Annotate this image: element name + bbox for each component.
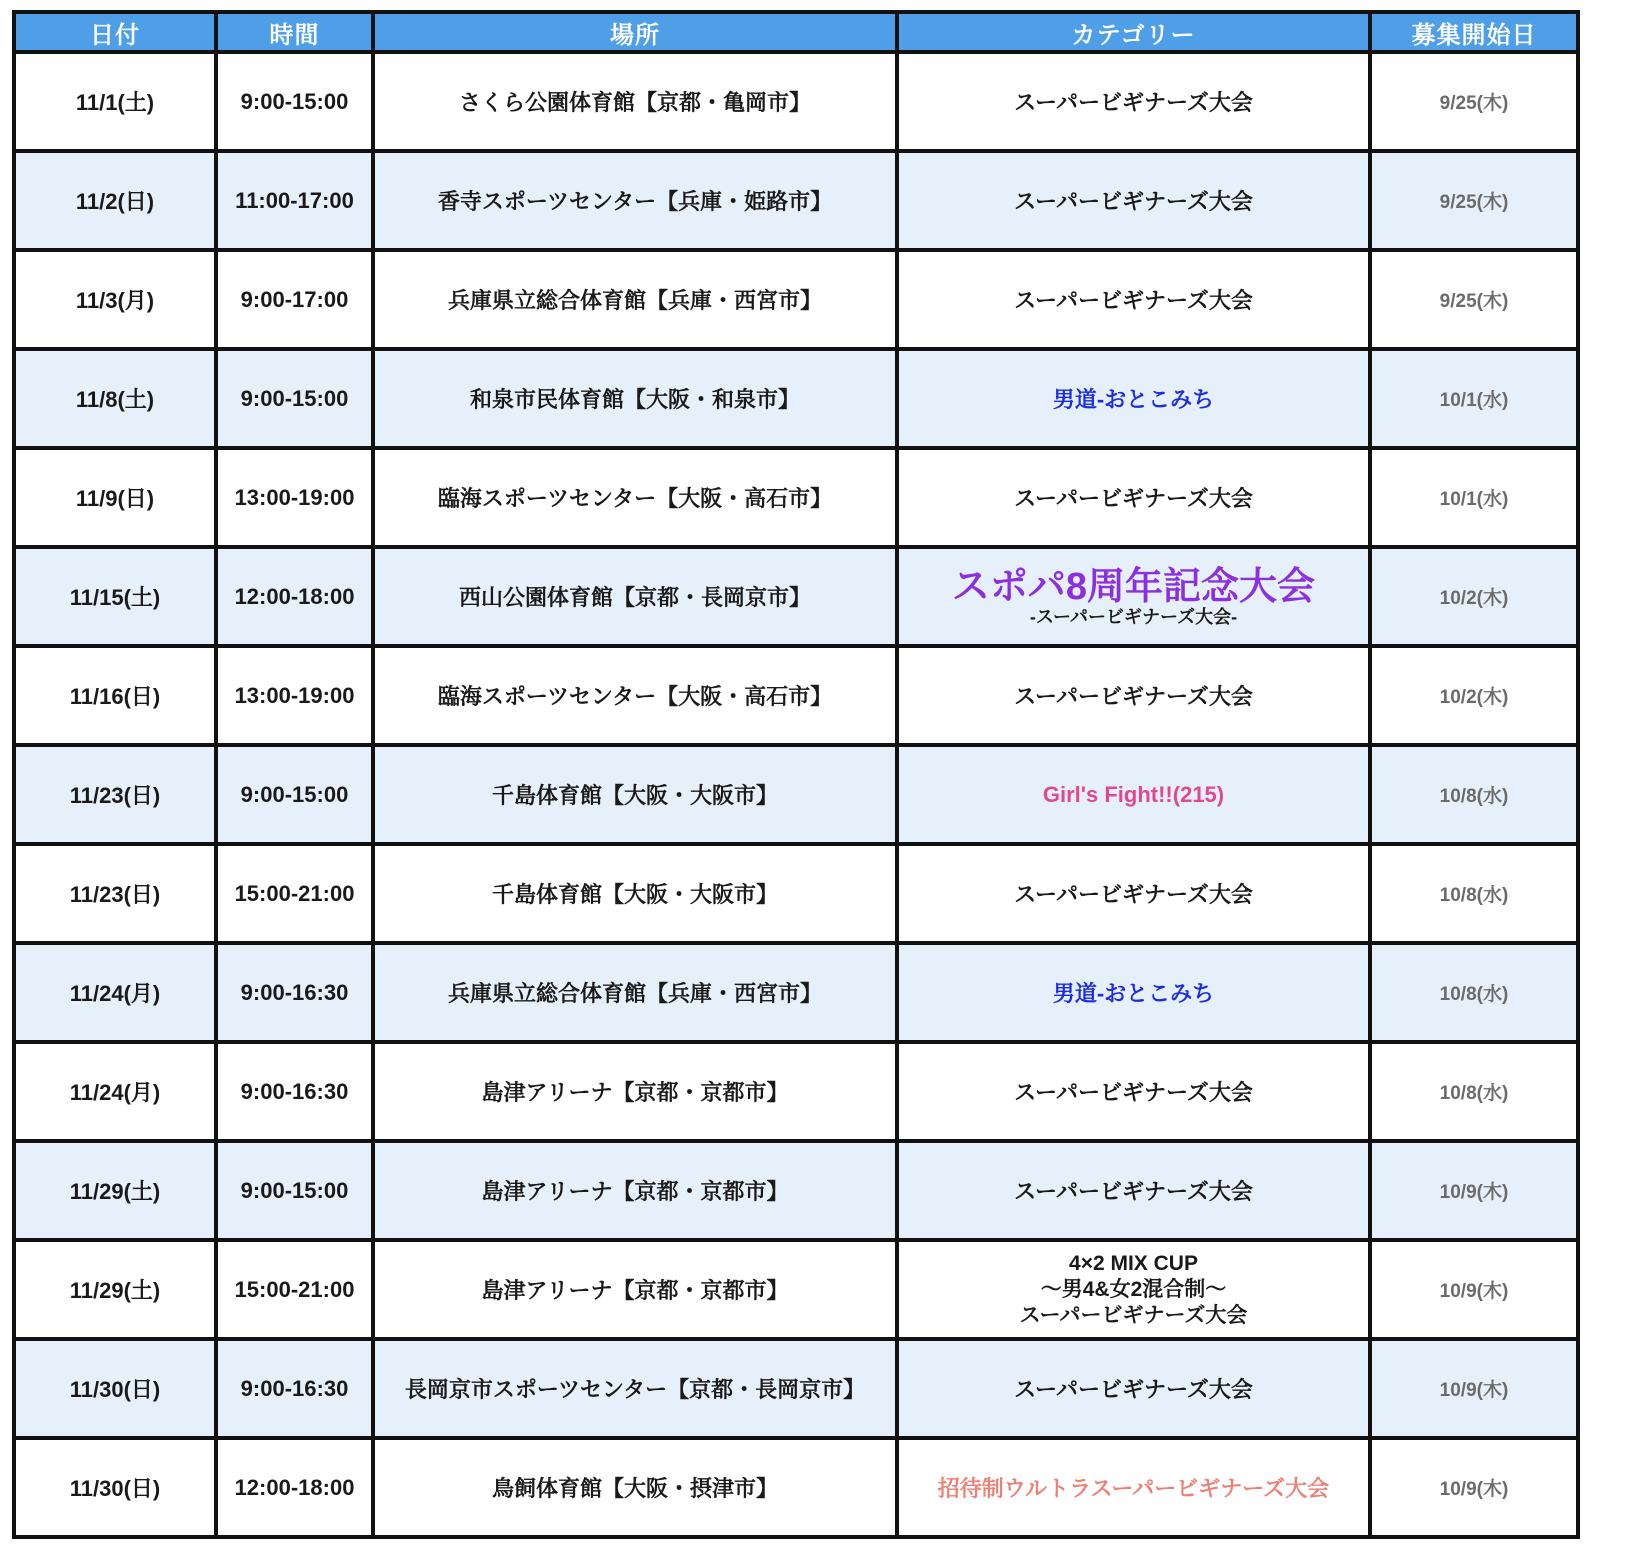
place-cell: 兵庫県立総合体育館【兵庫・西宮市】 [373, 250, 897, 349]
table-row [14, 151, 1578, 250]
category-cell: スーパービギナーズ大会 [897, 1339, 1370, 1438]
place-cell: 千島体育館【大阪・大阪市】 [373, 844, 897, 943]
date-cell: 11/15(土) [14, 547, 216, 646]
category-cell: スーパービギナーズ大会 [897, 646, 1370, 745]
open-date-cell: 9/25(木) [1370, 250, 1578, 349]
time-cell: 9:00-16:30 [216, 943, 373, 1042]
time-cell: 9:00-15:00 [216, 52, 373, 151]
category-cell: 男道-おとこみち [897, 943, 1370, 1042]
category-cell: 男道-おとこみち [897, 349, 1370, 448]
category-cell [897, 547, 1370, 646]
table-row [14, 844, 1578, 943]
table-row [14, 1339, 1578, 1438]
table-row [14, 646, 1578, 745]
category-line-1: 4×2 MIX CUP [1069, 1251, 1198, 1275]
table-row [14, 943, 1578, 1042]
date-cell: 11/1(土) [14, 52, 216, 151]
time-cell: 15:00-21:00 [216, 844, 373, 943]
place-cell: 千島体育館【大阪・大阪市】 [373, 745, 897, 844]
date-cell: 11/16(日) [14, 646, 216, 745]
anniversary-subtitle: -スーパービギナーズ大会- [1029, 606, 1238, 627]
column-header-open-date: 募集開始日 [1370, 12, 1578, 52]
open-date-cell: 10/2(木) [1370, 547, 1578, 646]
table-row [14, 547, 1578, 646]
open-date-cell: 10/9(木) [1370, 1339, 1578, 1438]
time-cell: 9:00-16:30 [216, 1042, 373, 1141]
time-cell: 13:00-19:00 [216, 646, 373, 745]
place-cell: 臨海スポーツセンター【大阪・高石市】 [373, 448, 897, 547]
time-cell: 9:00-15:00 [216, 349, 373, 448]
category-cell [897, 1240, 1370, 1339]
time-cell: 12:00-18:00 [216, 547, 373, 646]
time-cell: 12:00-18:00 [216, 1438, 373, 1537]
place-cell: さくら公園体育館【京都・亀岡市】 [373, 52, 897, 151]
place-cell: 西山公園体育館【京都・長岡京市】 [373, 547, 897, 646]
open-date-cell: 10/9(木) [1370, 1141, 1578, 1240]
time-cell: 9:00-15:00 [216, 1141, 373, 1240]
category-cell: スーパービギナーズ大会 [897, 250, 1370, 349]
time-cell: 13:00-19:00 [216, 448, 373, 547]
place-cell: 島津アリーナ【京都・京都市】 [373, 1141, 897, 1240]
column-header-category: カテゴリー [897, 12, 1370, 52]
date-cell: 11/23(日) [14, 844, 216, 943]
place-cell: 香寺スポーツセンター【兵庫・姫路市】 [373, 151, 897, 250]
date-cell: 11/24(月) [14, 1042, 216, 1141]
date-cell: 11/2(日) [14, 151, 216, 250]
open-date-cell: 10/8(水) [1370, 745, 1578, 844]
category-cell: スーパービギナーズ大会 [897, 1042, 1370, 1141]
place-cell: 島津アリーナ【京都・京都市】 [373, 1042, 897, 1141]
date-cell: 11/23(日) [14, 745, 216, 844]
time-cell: 11:00-17:00 [216, 151, 373, 250]
open-date-cell: 10/9(木) [1370, 1240, 1578, 1339]
place-cell: 兵庫県立総合体育館【兵庫・西宮市】 [373, 943, 897, 1042]
date-cell: 11/24(月) [14, 943, 216, 1042]
header-row [14, 12, 1578, 52]
schedule-table [12, 10, 1580, 1539]
category-line-2: 〜男4&女2混合制〜 [1040, 1277, 1227, 1301]
table-row [14, 1240, 1578, 1339]
table-row [14, 52, 1578, 151]
date-cell: 11/29(土) [14, 1240, 216, 1339]
table-row [14, 745, 1578, 844]
open-date-cell: 9/25(木) [1370, 151, 1578, 250]
date-cell: 11/30(日) [14, 1438, 216, 1537]
open-date-cell: 10/9(木) [1370, 1438, 1578, 1537]
table-row [14, 1438, 1578, 1537]
category-cell: 招待制ウルトラスーパービギナーズ大会 [897, 1438, 1370, 1537]
place-cell: 島津アリーナ【京都・京都市】 [373, 1240, 897, 1339]
category-cell: Girl's Fight!!(215) [897, 745, 1370, 844]
column-header-time: 時間 [216, 12, 373, 52]
place-cell: 臨海スポーツセンター【大阪・高石市】 [373, 646, 897, 745]
column-header-place: 場所 [373, 12, 897, 52]
time-cell: 15:00-21:00 [216, 1240, 373, 1339]
open-date-cell: 10/1(水) [1370, 448, 1578, 547]
open-date-cell: 10/8(水) [1370, 1042, 1578, 1141]
category-cell: スーパービギナーズ大会 [897, 1141, 1370, 1240]
place-cell: 長岡京市スポーツセンター【京都・長岡京市】 [373, 1339, 897, 1438]
date-cell: 11/8(土) [14, 349, 216, 448]
table-row [14, 1042, 1578, 1141]
place-cell: 和泉市民体育館【大阪・和泉市】 [373, 349, 897, 448]
table-row [14, 1141, 1578, 1240]
category-cell: スーパービギナーズ大会 [897, 151, 1370, 250]
date-cell: 11/30(日) [14, 1339, 216, 1438]
table-row [14, 250, 1578, 349]
category-cell: スーパービギナーズ大会 [897, 844, 1370, 943]
category-cell: スーパービギナーズ大会 [897, 448, 1370, 547]
anniversary-title: スポパ8周年記念大会 [951, 565, 1316, 608]
column-header-date: 日付 [14, 12, 216, 52]
open-date-cell: 10/2(木) [1370, 646, 1578, 745]
place-cell: 鳥飼体育館【大阪・摂津市】 [373, 1438, 897, 1537]
table-row [14, 448, 1578, 547]
time-cell: 9:00-15:00 [216, 745, 373, 844]
open-date-cell: 10/1(水) [1370, 349, 1578, 448]
schedule-table-wrapper [12, 10, 1580, 1539]
time-cell: 9:00-16:30 [216, 1339, 373, 1438]
category-cell: スーパービギナーズ大会 [897, 52, 1370, 151]
date-cell: 11/9(日) [14, 448, 216, 547]
open-date-cell: 10/8(水) [1370, 943, 1578, 1042]
open-date-cell: 10/8(水) [1370, 844, 1578, 943]
category-line-3: スーパービギナーズ大会 [1019, 1303, 1248, 1327]
date-cell: 11/3(月) [14, 250, 216, 349]
open-date-cell: 9/25(木) [1370, 52, 1578, 151]
table-row [14, 349, 1578, 448]
date-cell: 11/29(土) [14, 1141, 216, 1240]
time-cell: 9:00-17:00 [216, 250, 373, 349]
